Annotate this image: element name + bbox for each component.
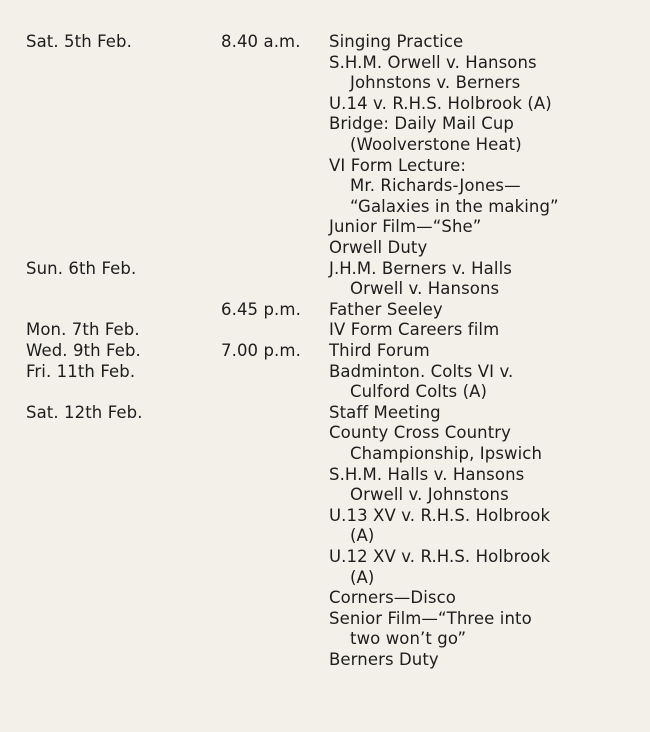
event-line: Championship, Ipswich <box>350 444 543 463</box>
event-line: Johnstons v. Berners <box>350 73 521 93</box>
event-line: VI Form Lecture: <box>329 155 466 175</box>
event-line: Badminton. Colts VI v. <box>329 361 514 381</box>
entry-date: Mon. 7th Feb. <box>26 320 140 340</box>
event-line: County Cross Country <box>329 423 512 443</box>
entry-date: Sat. 12th Feb. <box>26 402 143 422</box>
event-line: “Galaxies in the making” <box>350 196 559 216</box>
entry-time: 7.00 p.m. <box>221 341 301 360</box>
event-line: (A) <box>350 567 375 587</box>
event-line: Staff Meeting <box>329 402 441 422</box>
event-line: Mr. Richards-Jones— <box>350 176 521 196</box>
event-line: Father Seeley <box>329 299 443 319</box>
event-line: (A) <box>350 526 375 546</box>
event-line: S.H.M. Orwell v. Hansons <box>329 52 537 72</box>
event-line: Singing Practice <box>329 32 464 51</box>
event-line: Bridge: Daily Mail Cup <box>329 114 514 134</box>
event-line: two won’t go” <box>350 629 467 649</box>
event-line: U.13 XV v. R.H.S. Holbrook <box>329 505 551 525</box>
event-line: U.14 v. R.H.S. Holbrook (A) <box>329 93 552 113</box>
entry-time: 6.45 p.m. <box>221 299 301 319</box>
event-line: Corners—Disco <box>329 588 456 608</box>
event-line: S.H.M. Halls v. Hansons <box>329 464 525 484</box>
event-line: Orwell v. Johnstons <box>350 485 509 505</box>
event-line: (Woolverstone Heat) <box>350 135 522 154</box>
event-line: Berners Duty <box>329 650 439 669</box>
entry-date: Fri. 11th Feb. <box>26 361 136 381</box>
event-line: Orwell Duty <box>329 238 428 257</box>
entry-date: Sun. 6th Feb. <box>26 258 137 278</box>
event-line: Culford Colts (A) <box>350 382 488 402</box>
event-line: Orwell v. Hansons <box>350 279 500 299</box>
event-line: Senior Film—“Three into <box>329 608 532 628</box>
entry-time: 8.40 a.m. <box>221 32 301 51</box>
event-line: J.H.M. Berners v. Halls <box>329 258 512 278</box>
entry-date: Wed. 9th Feb. <box>26 341 141 360</box>
event-line: Third Forum <box>329 341 430 360</box>
event-line: U.12 XV v. R.H.S. Holbrook <box>329 547 551 566</box>
entry-date: Sat. 5th Feb. <box>26 32 132 51</box>
event-line: Junior Film—“She” <box>329 217 482 237</box>
event-line: IV Form Careers film <box>329 320 500 340</box>
